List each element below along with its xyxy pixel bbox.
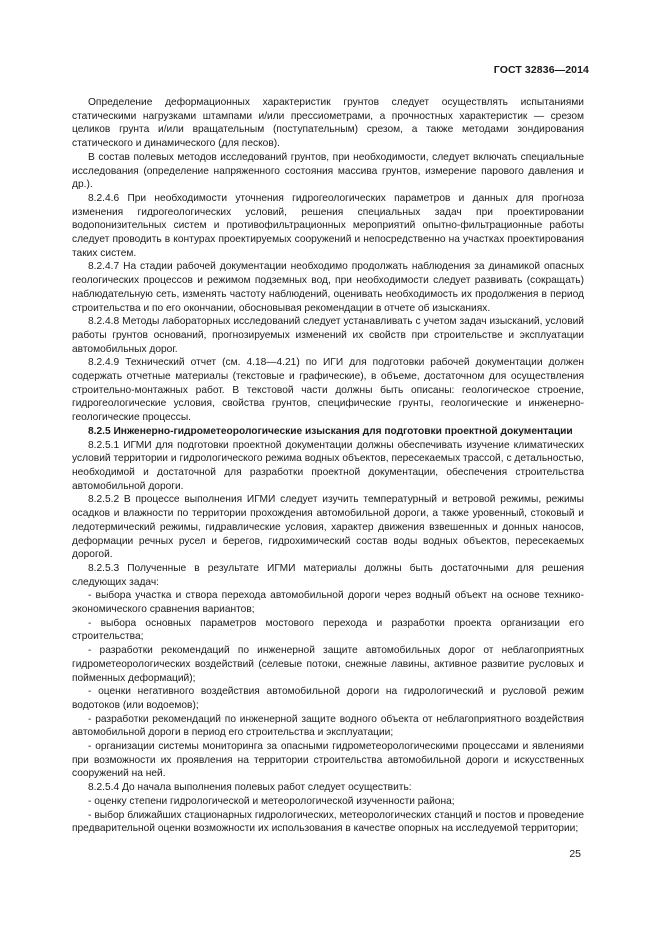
paragraph: Определение деформационных характеристик грунтов следует осуществлять испытаниями статическими нагрузками штампами и/или прессиометрами, а прочностных характеристик — срезом целиков грунта и/или вращательным (поступательным) срезом, а также методами зондирования статического и динамического (для песков). bbox=[72, 97, 584, 150]
paragraph: В состав полевых методов исследований грунтов, при необходимости, следует включать специальные исследования (определение напряженного состояния массива грунтов, измерение парового давления и др.). bbox=[72, 151, 584, 191]
list-item: - выбора участка и створа перехода автомобильной дороги через водный объект на основе технико-экономического сравнения вариантов; bbox=[72, 590, 584, 616]
list-item: - организации системы мониторинга за опасными гидрометеорологическими процессами и явлениями при возможности их проявления на территории строительства автомобильной дороги и искусственных сооружений на ней. bbox=[72, 741, 584, 780]
paragraph-8-2-5-3: 8.2.5.3 Полученные в результате ИГМИ материалы должны быть достаточными для решения следующих задач: bbox=[72, 562, 584, 588]
paragraph-8-2-4-8: 8.2.4.8 Методы лабораторных исследований следует устанавливать с учетом задач изысканий, условий работы грунтов оснований, прогнозируемых изменений их свойств при строительстве и эксплуатации автомобильных дорог. bbox=[72, 316, 584, 355]
paragraph-8-2-5-4: 8.2.5.4 До начала выполнения полевых работ следует осуществить: bbox=[88, 782, 412, 794]
section-heading-8-2-5: 8.2.5 Инженерно-гидрометеорологические изыскания для подготовки проектной документации bbox=[88, 425, 573, 437]
paragraph-8-2-4-9: 8.2.4.9 Технический отчет (см. 4.18—4.21) по ИГИ для подготовки рабочей документации должен содержать отчетные материалы (текстовые и графические), в объеме, достаточном для осуществления строительно-монтажных работ. В текстовой части должны быть описаны: геологическое строение, гидрогеологические условия, свойства грунтов, специфические грунты, геологические и инженерно-геологические процессы. bbox=[72, 357, 584, 424]
list-item: - разработки рекомендаций по инженерной защите автомобильных дорог от неблагоприятных гидрометеорологических воздействий (селевые потоки, снежные лавины, активное развитие русловых и пойменных деформаций); bbox=[72, 645, 584, 684]
list-item: - выбор ближайших стационарных гидрологических, метеорологических станций и постов и проведение предварительной оценки возможности их использования в качестве опорных на исследуемой территории; bbox=[72, 809, 584, 835]
document-header: ГОСТ 32836—2014 bbox=[493, 64, 589, 76]
list-item: - выбора основных параметров мостового перехода и разработки проекта организации его строительства; bbox=[72, 617, 584, 643]
page-number: 25 bbox=[569, 848, 581, 860]
paragraph-8-2-5-1: 8.2.5.1 ИГМИ для подготовки проектной документации должны обеспечивать изучение климатических условий территории и гидрологического режима водных объектов, пересекаемых трассой, с детальностью, необходимой и достаточной для разработки проектной документации, обеспечения строительства автомобильной дороги. bbox=[72, 439, 584, 492]
paragraph-8-2-4-6: 8.2.4.6 При необходимости уточнения гидрогеологических параметров и данных для прогноза изменения гидрогеологических условий, решения специальных задач при проектировании водопонизительных систем и противофильтрационных мероприятий опытно-фильтрационные работы следует проводить в контурах проектируемых сооружений и непосредственно на участках проектирования таких систем. bbox=[72, 192, 584, 259]
document-body bbox=[72, 96, 584, 836]
paragraph-8-2-5-2: 8.2.5.2 В процессе выполнения ИГМИ следует изучить температурный и ветровой режимы, режимы осадков и влажности по территории прохождения автомобильной дороги, а также уровенный, стоковый и ледотермический режимы, гидравлические условия, характер движения взвешенных и донных наносов, деформации речных русел и берегов, гидрохимический состав воды водных объектов, пересекаемых дорогой. bbox=[72, 494, 584, 561]
list-item: - разработки рекомендаций по инженерной защите водного объекта от неблагоприятного воздействия автомобильной дороги в период его строительства и эксплуатации; bbox=[72, 713, 584, 739]
paragraph-8-2-4-7: 8.2.4.7 На стадии рабочей документации необходимо продолжать наблюдения за динамикой опасных геологических процессов и режимом подземных вод, при необходимости следует развивать (сокращать) наблюдательную сеть, изменять частоту наблюдений, оценивать необходимость их продолжения в период строительства и по его окончании, обосновывая рекомендации в отчете об изысканиях. bbox=[72, 261, 584, 314]
list-item: - оценки негативного воздействия автомобильной дороги на гидрологический и русловой режим водотоков (или водоемов); bbox=[72, 686, 584, 711]
list-item: - оценку степени гидрологической и метеорологической изученности района; bbox=[88, 795, 455, 807]
